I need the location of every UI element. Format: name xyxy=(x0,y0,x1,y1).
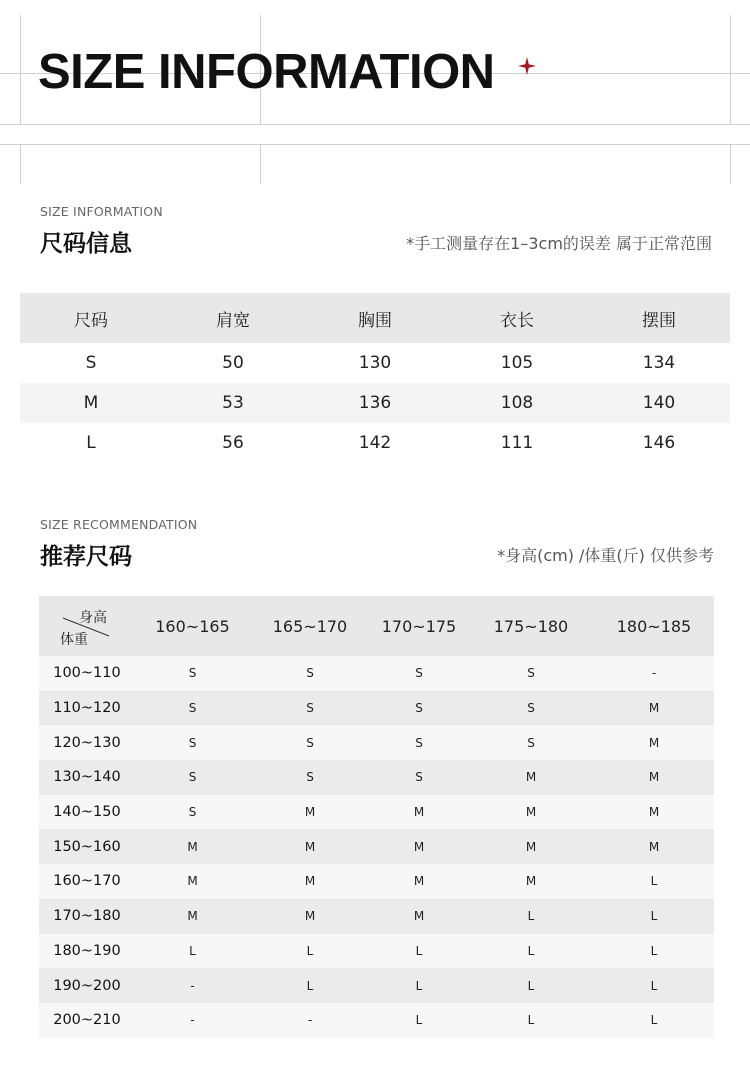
size-cell: 134 xyxy=(642,353,676,373)
table-row xyxy=(39,795,714,830)
size-section-note: *手工测量存在1–3cm的误差 属于正常范围 xyxy=(406,234,712,253)
table-row xyxy=(39,1003,714,1038)
size-cell: S xyxy=(85,353,97,373)
recommended-size-cell: S xyxy=(250,760,370,795)
recommended-size-cell: S xyxy=(135,725,250,760)
table-row xyxy=(39,934,714,969)
recommendation-table xyxy=(39,596,714,1038)
size-cell: 146 xyxy=(642,433,676,453)
recommended-size-cell: S xyxy=(135,795,250,830)
size-cell: 105 xyxy=(500,353,534,373)
table-row xyxy=(39,968,714,1003)
size-cell: M xyxy=(20,383,162,423)
recommended-size-cell: L xyxy=(594,1003,714,1038)
recommended-size-cell: M xyxy=(468,829,594,864)
recommended-size-cell: M xyxy=(135,829,250,864)
recommended-size-cell: M xyxy=(250,829,370,864)
size-cell: 111 xyxy=(500,433,534,453)
grid-line xyxy=(20,144,21,184)
weight-range-cell: 200~210 xyxy=(39,1003,135,1038)
recommended-size-cell: L xyxy=(594,864,714,899)
recommended-size-cell: S xyxy=(468,656,594,691)
recommended-size-cell: M xyxy=(135,864,250,899)
height-header-cell: 165~170 xyxy=(250,596,370,656)
table-row xyxy=(39,864,714,899)
size-header-cell: 摆围 xyxy=(588,293,730,343)
recommended-size-cell: L xyxy=(468,899,594,934)
recommended-size-cell: L xyxy=(370,1003,468,1038)
recommended-size-cell: L xyxy=(468,934,594,969)
height-header-cell: 160~165 xyxy=(135,596,250,656)
size-cell: 50 xyxy=(222,353,244,373)
recommended-size-cell: - xyxy=(135,1003,250,1038)
recommended-size-cell: M xyxy=(370,795,468,830)
table-row xyxy=(39,760,714,795)
recommended-size-cell: M xyxy=(594,829,714,864)
recommended-size-cell: L xyxy=(370,934,468,969)
size-section-title: 尺码信息 xyxy=(40,231,132,257)
weight-range-cell: 110~120 xyxy=(39,691,135,726)
grid-line xyxy=(0,124,750,125)
table-row xyxy=(20,383,730,423)
table-row xyxy=(39,899,714,934)
recommended-size-cell: L xyxy=(468,1003,594,1038)
recommended-size-cell: M xyxy=(250,864,370,899)
grid-line xyxy=(730,15,731,125)
recommended-size-cell: M xyxy=(370,829,468,864)
size-cell: 140 xyxy=(588,383,730,423)
recommended-size-cell: S xyxy=(370,760,468,795)
rec-section-title: 推荐尺码 xyxy=(40,544,132,570)
recommended-size-cell: M xyxy=(370,864,468,899)
corner-label-weight: 体重 xyxy=(60,632,88,648)
table-row xyxy=(39,691,714,726)
size-section-label-en: SIZE INFORMATION xyxy=(40,204,163,219)
recommended-size-cell: M xyxy=(594,795,714,830)
rec-corner-cell xyxy=(39,596,135,656)
recommended-size-cell: M xyxy=(135,899,250,934)
recommended-size-cell: - xyxy=(250,1003,370,1038)
recommended-size-cell: L xyxy=(250,934,370,969)
recommended-size-cell: M xyxy=(468,864,594,899)
recommended-size-cell: M xyxy=(468,795,594,830)
weight-range-cell: 170~180 xyxy=(39,899,135,934)
recommended-size-cell: S xyxy=(250,691,370,726)
size-cell: 136 xyxy=(304,383,446,423)
recommended-size-cell: M xyxy=(370,899,468,934)
height-header-cell: 175~180 xyxy=(468,596,594,656)
recommended-size-cell: L xyxy=(250,968,370,1003)
rec-section-label-en: SIZE RECOMMENDATION xyxy=(40,517,198,532)
recommended-size-cell: - xyxy=(594,656,714,691)
weight-range-cell: 120~130 xyxy=(39,725,135,760)
table-row xyxy=(20,343,730,383)
recommended-size-cell: L xyxy=(468,968,594,1003)
recommended-size-cell: S xyxy=(250,725,370,760)
weight-range-cell: 190~200 xyxy=(39,968,135,1003)
grid-line xyxy=(20,15,21,125)
grid-line xyxy=(730,144,731,184)
size-cell: 56 xyxy=(222,433,244,453)
size-cell: 142 xyxy=(358,433,392,453)
recommended-size-cell: L xyxy=(594,899,714,934)
grid-line xyxy=(260,144,261,184)
recommended-size-cell: S xyxy=(370,725,468,760)
table-row xyxy=(20,423,730,463)
recommended-size-cell: L xyxy=(594,968,714,1003)
size-table-header-row xyxy=(20,293,730,343)
size-header-cell: 尺码 xyxy=(20,293,162,343)
weight-range-cell: 140~150 xyxy=(39,795,135,830)
recommended-size-cell: S xyxy=(135,691,250,726)
weight-range-cell: 130~140 xyxy=(39,760,135,795)
recommended-size-cell: M xyxy=(594,691,714,726)
size-header-cell: 衣长 xyxy=(446,293,588,343)
recommended-size-cell: L xyxy=(135,934,250,969)
table-row xyxy=(39,725,714,760)
corner-label-height: 身高 xyxy=(79,610,107,626)
size-header-cell: 肩宽 xyxy=(162,293,304,343)
weight-range-cell: 160~170 xyxy=(39,864,135,899)
table-row xyxy=(39,656,714,691)
sparkle-star-icon xyxy=(518,57,536,75)
weight-range-cell: 100~110 xyxy=(39,656,135,691)
rec-table-header-row xyxy=(39,596,714,656)
height-header-cell: 170~175 xyxy=(370,596,468,656)
size-cell: L xyxy=(86,433,96,453)
recommended-size-cell: M xyxy=(594,760,714,795)
recommended-size-cell: S xyxy=(468,725,594,760)
recommended-size-cell: S xyxy=(250,656,370,691)
recommended-size-cell: M xyxy=(594,725,714,760)
grid-line xyxy=(0,144,750,145)
size-header-cell: 胸围 xyxy=(304,293,446,343)
recommended-size-cell: S xyxy=(468,691,594,726)
recommended-size-cell: M xyxy=(250,795,370,830)
size-cell: 53 xyxy=(162,383,304,423)
recommended-size-cell: L xyxy=(370,968,468,1003)
recommended-size-cell: - xyxy=(135,968,250,1003)
weight-range-cell: 180~190 xyxy=(39,934,135,969)
recommended-size-cell: S xyxy=(370,691,468,726)
recommended-size-cell: S xyxy=(135,656,250,691)
recommended-size-cell: M xyxy=(250,899,370,934)
size-cell: 108 xyxy=(446,383,588,423)
recommended-size-cell: L xyxy=(594,934,714,969)
hero-title: SIZE INFORMATION xyxy=(38,45,495,99)
height-header-cell: 180~185 xyxy=(594,596,714,656)
size-table xyxy=(20,293,730,463)
weight-range-cell: 150~160 xyxy=(39,829,135,864)
recommended-size-cell: M xyxy=(468,760,594,795)
recommended-size-cell: S xyxy=(135,760,250,795)
table-row xyxy=(39,829,714,864)
rec-section-note: *身高(cm) /体重(斤) 仅供参考 xyxy=(497,546,714,565)
size-cell: 130 xyxy=(358,353,392,373)
recommended-size-cell: S xyxy=(370,656,468,691)
